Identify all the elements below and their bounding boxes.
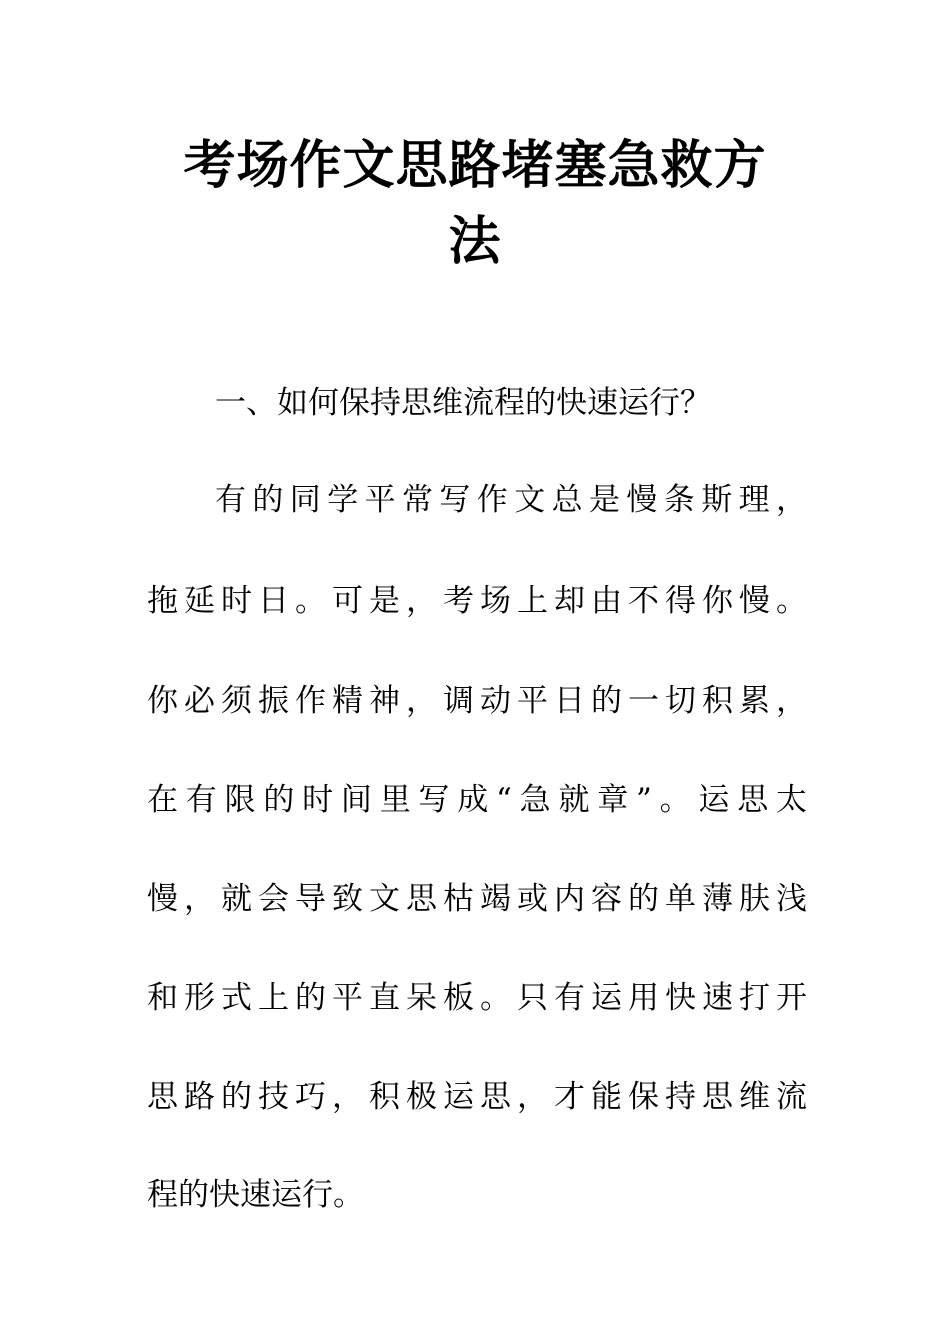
paragraph-line: 有的同学平常写作文总是慢条斯理， — [215, 482, 807, 518]
title-line-2: 法 — [448, 211, 502, 272]
document-title — [140, 128, 810, 280]
paragraph-line: 你必须振作精神，调动平日的一切积累， — [147, 683, 807, 719]
section-heading: 一、如何保持思维流程的快速运行？ — [215, 385, 711, 421]
paragraph-line: 和形式上的平直呆板。只有运用快速打开 — [147, 980, 807, 1016]
paragraph-line: 程的快速运行。 — [147, 1177, 364, 1213]
paragraph-line: 思路的技巧，积极运思，才能保持思维流 — [147, 1079, 807, 1115]
title-line-1: 考场作文思路堵塞急救方 — [183, 135, 767, 196]
paragraph-line: 慢，就会导致文思枯竭或内容的单薄肤浅 — [147, 881, 807, 917]
paragraph-line: 拖延时日。可是，考场上却由不得你慢。 — [147, 583, 807, 619]
paragraph-line: 在有限的时间里写成“急就章”。运思太 — [147, 782, 807, 818]
